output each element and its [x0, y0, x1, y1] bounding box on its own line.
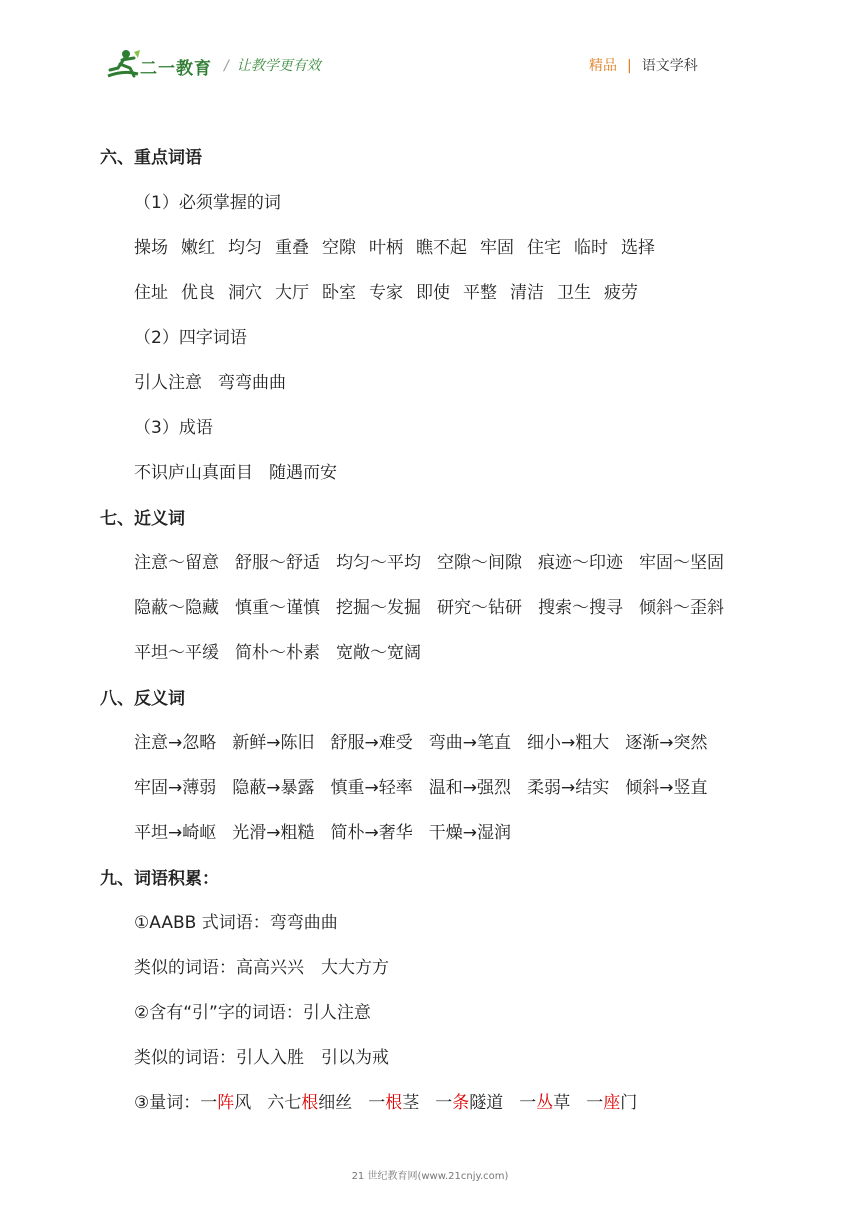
word-row: 牢固→薄弱 隐蔽→暴露 慎重→轻率 温和→强烈 柔弱→结实 倾斜→竖直 [134, 778, 708, 798]
word-row: 平坦→崎岖 光滑→粗糙 简朴→奢华 干燥→湿润 [134, 823, 511, 843]
word-row: 不识庐山真面目 随遇而安 [134, 463, 337, 483]
header-right: 精品 | 语文学科 [589, 58, 698, 74]
page-footer: 21 世纪教育网(www.21cnjy.com) [351, 1171, 509, 1182]
word-row: 引人注意 弯弯曲曲 [134, 373, 286, 393]
measure-phrase: 一座门 [586, 1093, 638, 1113]
page-header [0, 0, 860, 110]
word-row: 平坦～平缓 简朴～朴素 宽敞～宽阔 [134, 643, 421, 663]
subject-label: 语文学科 [641, 58, 698, 74]
text-line: ①AABB 式词语：弯弯曲曲 [134, 913, 338, 933]
measure-phrase: 一条隧道 [435, 1093, 504, 1113]
measure-phrase: 一根茎 [368, 1093, 420, 1113]
quality-label: 精品 [589, 58, 617, 74]
measure-phrase: 一阵风 [200, 1093, 252, 1113]
subheading: （3）成语 [134, 418, 213, 438]
subheading: （2）四字词语 [134, 328, 247, 348]
measure-phrase: 六七根细丝 [267, 1093, 353, 1113]
section-heading: 六、重点词语 [100, 148, 202, 168]
slogan: / 让教学更有效 [224, 58, 321, 74]
brand-name: 二一教育 [140, 59, 212, 79]
section-heading: 九、词语积累： [100, 869, 219, 889]
word-row: 操场 嫩红 均匀 重叠 空隙 叶柄 瞧不起 牢固 住宅 临时 选择 [134, 238, 655, 258]
word-row: 注意～留意 舒服～舒适 均匀～平均 空隙～间隙 痕迹～印迹 牢固～坚固 [134, 553, 724, 573]
measure-word-line: ③量词：一阵风 六七根细丝 一根茎 一条隧道 一丛草 一座门 [134, 1093, 638, 1113]
word-row: 住址 优良 洞穴 大厅 卧室 专家 即使 平整 清洁 卫生 疲劳 [134, 283, 638, 303]
section-heading: 八、反义词 [100, 689, 185, 709]
text-line: ②含有“引”字的词语：引人注意 [134, 1003, 371, 1023]
word-row: 注意→忽略 新鲜→陈旧 舒服→难受 弯曲→笔直 细小→粗大 逐渐→突然 [134, 733, 708, 753]
measure-phrase: 一丛草 [519, 1093, 571, 1113]
subheading: （1）必须掌握的词 [134, 193, 281, 213]
section-heading: 七、近义词 [100, 509, 185, 529]
word-row: 隐蔽～隐藏 慎重～谨慎 挖掘～发掘 研究～钻研 搜索～搜寻 倾斜～歪斜 [134, 598, 724, 618]
text-line: 类似的词语：高高兴兴 大大方方 [134, 958, 389, 978]
text-line: 类似的词语：引人入胜 引以为戒 [134, 1048, 389, 1068]
